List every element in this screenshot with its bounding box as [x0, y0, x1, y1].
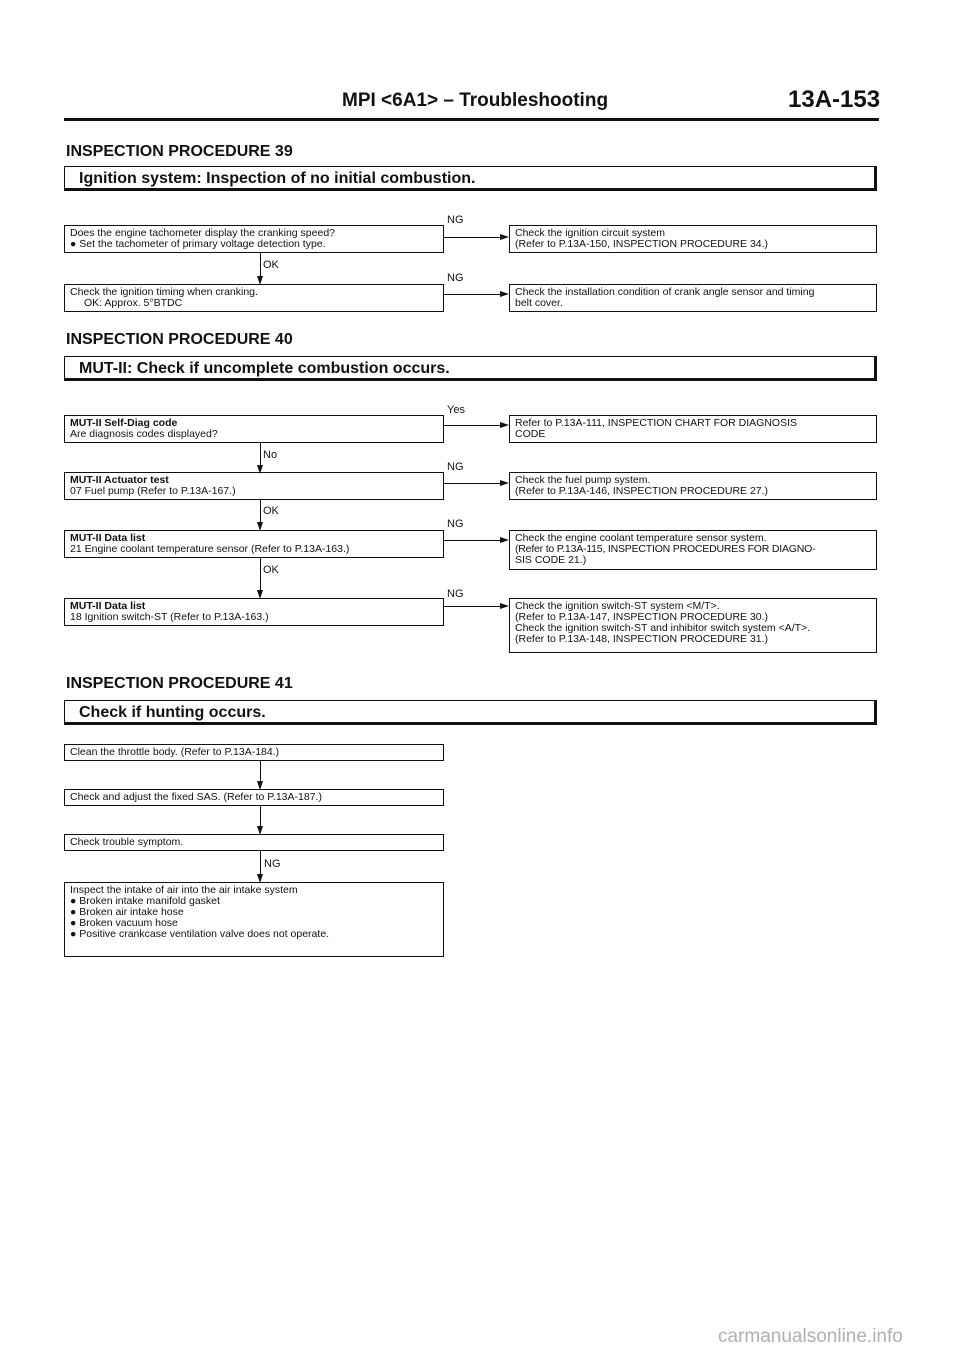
p40-step-4-result: Check the ignition switch-ST system <M/T>. (Refer to P.13A-147, INSPECTION PROCEDURE 30.) Check the ignition switch-ST and inhibitor switch system <A/T>. (Refer to P.13A-148, INSPECTION PROCEDURE 31.): [509, 598, 877, 653]
p40-step-4-branch-line: [444, 606, 501, 607]
p39-step-2-result: Check the installation condition of crank angle sensor and timing belt cover.: [509, 284, 877, 312]
p40-step-3-ng-label: NG: [447, 518, 464, 530]
p39-step-2: Check the ignition timing when cranking. OK: Approx. 5°BTDC: [64, 284, 444, 312]
p40-step-1-yes-label: Yes: [447, 404, 465, 416]
p40-step-4: MUT-II Data list 18 Ignition switch-ST (Refer to P.13A-163.): [64, 598, 444, 626]
procedure-41-title: Check if hunting occurs.: [64, 700, 877, 725]
p39-step-2-branch-line: [444, 294, 501, 295]
p40-step-1-no-label: No: [263, 449, 278, 461]
p40-step-3-ok-label: OK: [263, 564, 279, 576]
site-watermark: carmanualsonline.info: [718, 1326, 903, 1347]
p39-step-1-ng-label: NG: [447, 214, 464, 226]
p40-step-1-result: Refer to P.13A-111, INSPECTION CHART FOR DIAGNOSIS CODE: [509, 415, 877, 443]
procedure-39-heading: INSPECTION PROCEDURE 39: [66, 143, 293, 160]
p40-connector-3: [260, 558, 261, 592]
p40-connector-2: [260, 500, 261, 524]
p40-step-3-result: Check the engine coolant temperature sensor system. (Refer to P.13A-115, INSPECTION PROCEDURES FOR DIAGNO- SIS CODE 21.): [509, 530, 877, 570]
p40-step-2-ng-label: NG: [447, 461, 464, 473]
p40-step-2-ok-label: OK: [263, 505, 279, 517]
p39-connector-1: [260, 253, 261, 277]
p40-step-2-branch-line: [444, 483, 501, 484]
p40-step-1-branch-line: [444, 425, 501, 426]
p40-step-2: MUT-II Actuator test 07 Fuel pump (Refer to P.13A-167.): [64, 472, 444, 500]
p41-step-1: Clean the throttle body. (Refer to P.13A-184.): [64, 744, 444, 761]
p40-step-2-result: Check the fuel pump system. (Refer to P.13A-146, INSPECTION PROCEDURE 27.): [509, 472, 877, 500]
p39-step-1-branch-line: [444, 237, 501, 238]
p39-step-2-ng-label: NG: [447, 272, 464, 284]
page-number: 13A-153: [788, 86, 881, 113]
p41-step-4: Inspect the intake of air into the air intake system ● Broken intake manifold gasket ● Broken air intake hose ● Broken vacuum hose ● Positive crankcase ventilation valve does not operate.: [64, 882, 444, 957]
procedure-40-heading: INSPECTION PROCEDURE 40: [66, 331, 293, 348]
arrow-right-icon: [500, 291, 509, 297]
p40-step-3: MUT-II Data list 21 Engine coolant temperature sensor (Refer to P.13A-163.): [64, 530, 444, 558]
p39-step-1-result: Check the ignition circuit system (Refer to P.13A-150, INSPECTION PROCEDURE 34.): [509, 225, 877, 253]
procedure-39-title: Ignition system: Inspection of no initial combustion.: [64, 166, 877, 191]
p41-connector-3: [260, 851, 261, 876]
p39-step-1: Does the engine tachometer display the cranking speed? ● Set the tachometer of primary voltage detection type.: [64, 225, 444, 253]
p41-step-2: Check and adjust the fixed SAS. (Refer to P.13A-187.): [64, 789, 444, 806]
procedure-40-title: MUT-II: Check if uncomplete combustion occurs.: [64, 356, 877, 381]
procedure-41-heading: INSPECTION PROCEDURE 41: [66, 675, 293, 692]
arrow-right-icon: [500, 603, 509, 609]
p40-step-1: MUT-II Self-Diag code Are diagnosis codes displayed?: [64, 415, 444, 443]
arrow-right-icon: [500, 480, 509, 486]
p40-connector-1: [260, 443, 261, 467]
arrow-right-icon: [500, 422, 509, 428]
p41-connector-1: [260, 761, 261, 783]
page-title: MPI <6A1> – Troubleshooting: [342, 90, 609, 111]
header-rule: [64, 118, 879, 121]
p40-step-3-branch-line: [444, 540, 501, 541]
p39-step-1-ok-label: OK: [263, 259, 279, 271]
arrow-right-icon: [500, 234, 509, 240]
p41-step-3-ng-label: NG: [264, 858, 281, 870]
p41-step-3: Check trouble symptom.: [64, 834, 444, 851]
arrow-right-icon: [500, 537, 509, 543]
p41-connector-2: [260, 806, 261, 828]
p40-step-4-ng-label: NG: [447, 588, 464, 600]
